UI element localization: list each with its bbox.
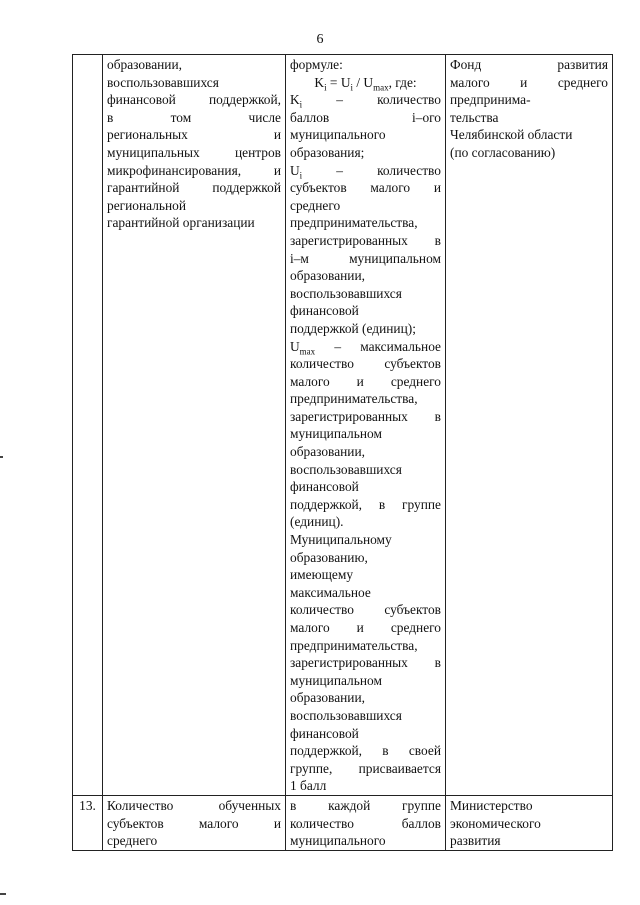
text-line: среднего bbox=[290, 197, 341, 213]
text-line: образования; bbox=[290, 144, 365, 160]
text-line: субъектов малого и bbox=[107, 815, 281, 831]
table-row bbox=[73, 55, 613, 796]
text-line: образовании, bbox=[107, 57, 182, 72]
text-line: воспользовавшихся bbox=[290, 285, 402, 301]
text-line: зарегистрированных в bbox=[290, 232, 441, 248]
text-line: воспользовавшихся bbox=[290, 707, 402, 723]
text-line: малого и среднего bbox=[290, 373, 441, 389]
text-line: максимальное bbox=[290, 584, 371, 600]
text-line: $K_i$ – количество bbox=[290, 92, 441, 110]
text-line: региональной bbox=[107, 197, 187, 213]
text-line: имеющему bbox=[290, 567, 354, 583]
text-line: малого и среднего bbox=[450, 74, 608, 90]
row-number-cell: 13. bbox=[73, 795, 103, 850]
text-line: региональных и bbox=[107, 127, 281, 143]
criteria-table bbox=[72, 54, 613, 851]
text-line: муниципальном bbox=[290, 672, 382, 688]
text-line: Количество обученных bbox=[107, 797, 281, 813]
text-line: тельства bbox=[450, 109, 499, 125]
text-line: субъектов малого и bbox=[290, 180, 441, 196]
text-line: финансовой bbox=[290, 479, 359, 495]
text-line: баллов i–ого bbox=[290, 109, 441, 125]
text-line: воспользовавшихся bbox=[107, 74, 219, 90]
text-line: (по согласованию) bbox=[450, 144, 556, 160]
text-line: муниципальных центров bbox=[107, 144, 281, 160]
text-line: формуле: bbox=[290, 57, 343, 72]
text-line: Челябинской области bbox=[450, 127, 573, 143]
text-line: $U_i$ – количество bbox=[290, 162, 441, 181]
text-line: зарегистрированных в bbox=[290, 655, 441, 671]
text-line: муниципального bbox=[290, 127, 386, 143]
text-line: гарантийной поддержкой bbox=[107, 180, 281, 196]
text-line: поддержкой, в своей bbox=[290, 743, 441, 759]
text-line: развития bbox=[450, 833, 501, 849]
text-line: муниципальном bbox=[290, 426, 382, 442]
indicator-cell bbox=[103, 795, 286, 850]
text-line: образовании, bbox=[290, 444, 365, 460]
text-line: Муниципальному bbox=[290, 532, 392, 548]
text-line: количество субъектов bbox=[290, 602, 441, 618]
responsible-cell bbox=[446, 55, 613, 796]
text-line: предпринимательства, bbox=[290, 215, 418, 231]
text-line: малого и среднего bbox=[290, 620, 441, 635]
text-line: микрофинансирования, и bbox=[107, 162, 281, 178]
text-line: i–м муниципальном bbox=[290, 250, 441, 266]
text-line: Фонд развития bbox=[450, 57, 608, 72]
text-line: финансовой bbox=[290, 725, 359, 741]
calculation-method-cell bbox=[286, 795, 446, 850]
calculation-method-cell bbox=[286, 55, 446, 796]
text-line: среднего bbox=[107, 833, 158, 849]
text-line: Министерство bbox=[450, 797, 533, 813]
text-line: зарегистрированных в bbox=[290, 408, 441, 424]
text-line: $K_i = U_i / U_{max}$, где: bbox=[314, 74, 417, 93]
text-line: финансовой bbox=[290, 303, 359, 319]
left-edge-mark bbox=[0, 893, 6, 895]
text-line: предпринимательства, bbox=[290, 391, 418, 407]
text-line: 1 балл bbox=[290, 778, 327, 794]
text-line: образовании, bbox=[290, 268, 365, 284]
row-number-cell bbox=[73, 55, 103, 796]
left-edge-mark bbox=[0, 456, 3, 458]
page-number: 6 bbox=[316, 32, 324, 47]
text-line: образовании, bbox=[290, 690, 365, 706]
text-line: в том числе bbox=[107, 109, 281, 125]
text-line: муниципального bbox=[290, 833, 386, 849]
text-line: экономического bbox=[450, 815, 541, 831]
text-line: группе, присваивается bbox=[290, 760, 441, 776]
text-line: $U_{max}$ – максимальное bbox=[290, 338, 441, 357]
text-line: поддержкой (единиц); bbox=[290, 320, 416, 336]
text-line: количество баллов bbox=[290, 815, 441, 831]
text-line: в каждой группе bbox=[290, 797, 441, 813]
text-line: воспользовавшихся bbox=[290, 461, 402, 477]
text-line: предпринима- bbox=[450, 92, 531, 108]
text-line: количество субъектов bbox=[290, 356, 441, 372]
text-line: гарантийной организации bbox=[107, 215, 255, 231]
text-line: предпринимательства, bbox=[290, 637, 418, 653]
text-line: поддержкой, в группе bbox=[290, 496, 441, 512]
responsible-cell bbox=[446, 795, 613, 850]
text-line: финансовой поддержкой, bbox=[107, 92, 281, 108]
text-line: образованию, bbox=[290, 549, 368, 565]
indicator-cell bbox=[103, 55, 286, 796]
table-row bbox=[73, 795, 613, 850]
text-line: (единиц). bbox=[290, 514, 344, 530]
